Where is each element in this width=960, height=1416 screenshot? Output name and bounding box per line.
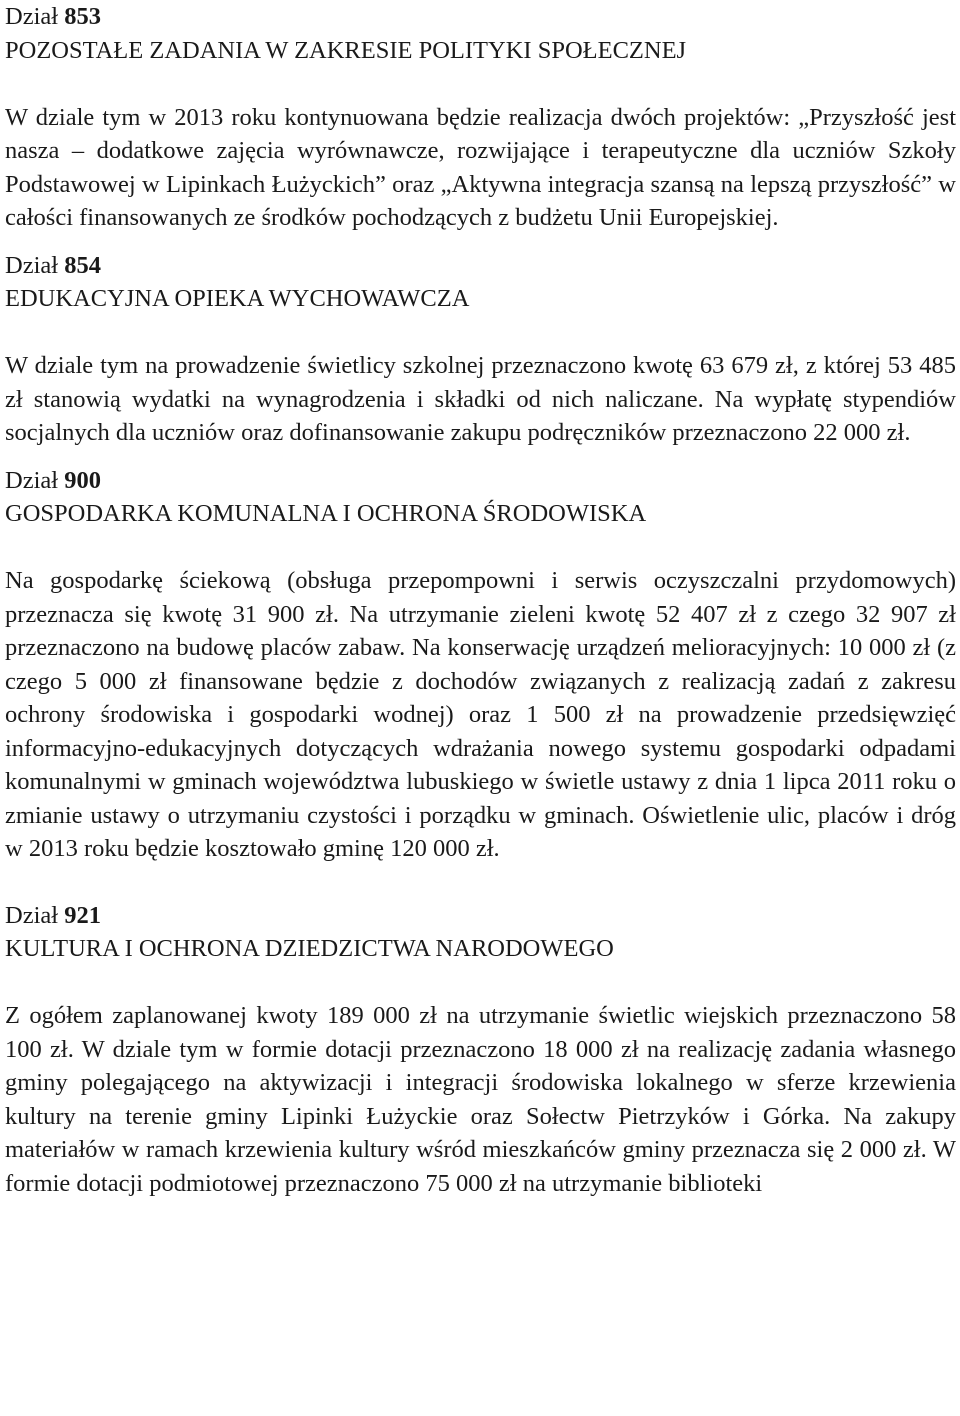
- section-body: Z ogółem zaplanowanej kwoty 189 000 zł na utrzymanie świetlic wiejskich przeznaczono 58 100 zł. W dziale tym w formie dotacji przeznaczono 18 000 zł na realizację zadania własnego gminy polegającego na aktywizacji i integracji środowiska lokalnego w sferze krzewienia kultury na terenie gminy Lipinki Łużyckie oraz Sołectw Pietrzyków i Górka. Na zakupy materiałów w ramach krzewienia kultury wśród mieszkańców gminy przeznacza się 2 000 zł. W formie dotacji podmiotowej przeznaczono 75 000 zł na utrzymanie biblioteki: [5, 1002, 956, 1197]
- section-body: Na gospodarkę ściekową (obsługa przepompowni i serwis oczyszczalni przydomowych) przeznacza się kwotę 31 900 zł. Na utrzymanie zieleni kwotę 52 407 zł z czego 32 907 zł przeznaczono na budowę placów zabaw. Na konserwację urządzeń melioracyjnych: 10 000 zł (z czego 5 000 zł finansowane będzie z dochodów związanych z realizacją zadań z zakresu ochrony środowiska i gospodarki wodnej) oraz 1 500 zł na prowadzenie przedsięwzięć informacyjno-edukacyjnych dotyczących wdrażania nowego systemu gospodarki odpadami komunalnymi w gminach województwa lubuskiego w świetle ustawy z dnia 1 lipca 2011 roku o zmianie ustawy o utrzymaniu czystości i porządku w gminach. Oświetlenie ulic, placów i dróg w 2013 roku będzie kosztowało gminę 120 000 zł.: [5, 567, 956, 862]
- spacer: [5, 450, 956, 464]
- department-label: Dział: [5, 466, 59, 494]
- department-number: 921: [64, 901, 101, 929]
- section-body: W dziale tym w 2013 roku kontynuowana będzie realizacja dwóch projektów: „Przyszłość jest nasza – dodatkowe zajęcia wyrównawcze, rozwijające i terapeutyczne dla uczniów Szkoły Podstawowej w Lipinkach Łużyckich” oraz „Aktywna integracja szansą na lepszą przyszłość” w całości finansowanych ze środków pochodzących z budżetu Unii Europejskiej.: [5, 103, 956, 231]
- section-body: W dziale tym na prowadzenie świetlicy szkolnej przeznaczono kwotę 63 679 zł, z której 53 485 zł stanowią wydatki na wynagrodzenia i składki od nich naliczane. Na wypłatę stypendiów socjalnych dla uczniów oraz dofinansowanie zakupu podręczników przeznaczono 22 000 zł.: [5, 352, 956, 446]
- section-title: EDUKACYJNA OPIEKA WYCHOWAWCZA: [5, 285, 470, 312]
- department-label: Dział: [5, 251, 59, 279]
- department-heading: [5, 249, 956, 283]
- department-heading: [5, 0, 956, 34]
- department-heading: [5, 464, 956, 498]
- spacer: [5, 316, 956, 350]
- section-dzial-921: [5, 899, 956, 1201]
- section-title: POZOSTAŁE ZADANIA W ZAKRESIE POLITYKI SPOŁECZNEJ: [5, 36, 687, 64]
- section-title: GOSPODARKA KOMUNALNA I OCHRONA ŚRODOWISKA: [5, 500, 647, 527]
- department-label: Dział: [5, 901, 59, 929]
- section-title: KULTURA I OCHRONA DZIEDZICTWA NARODOWEGO: [5, 935, 614, 962]
- department-heading: [5, 899, 956, 933]
- section-dzial-900: [5, 464, 956, 866]
- spacer: [5, 67, 956, 101]
- department-number: 854: [64, 251, 101, 279]
- department-number: 900: [64, 466, 101, 494]
- section-dzial-854: [5, 249, 956, 450]
- department-number: 853: [64, 3, 101, 30]
- spacer: [5, 966, 956, 1000]
- section-dzial-853: [5, 0, 956, 235]
- department-label: Dział: [5, 3, 59, 30]
- spacer: [5, 235, 956, 249]
- spacer: [5, 866, 956, 899]
- spacer: [5, 531, 956, 565]
